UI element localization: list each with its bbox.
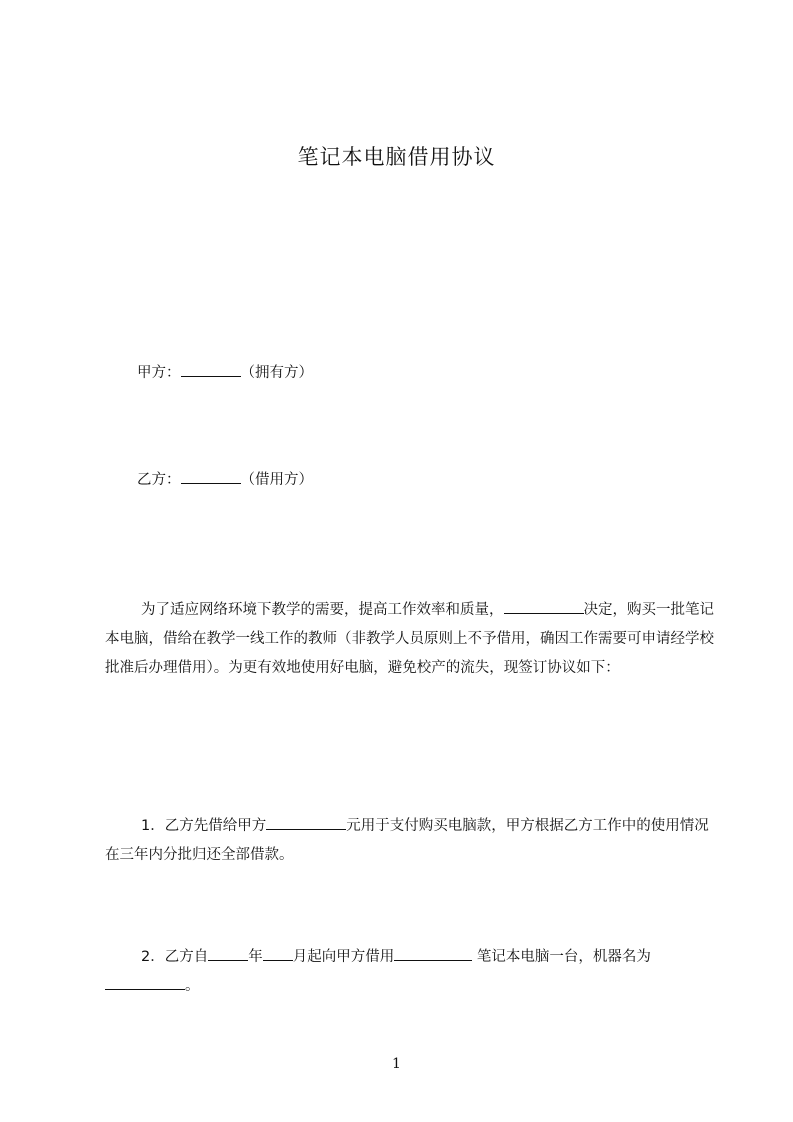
party-a-line: [137, 362, 313, 383]
clause-2-month: 月起向甲方借用: [292, 949, 395, 965]
clause-2-text-2: 笔记本电脑一台，机器名为: [472, 949, 651, 965]
party-b-line: [137, 469, 313, 490]
intro-blank: [504, 599, 584, 614]
party-b-label: 乙方：: [137, 472, 181, 488]
clause-2-name-blank: [105, 975, 185, 990]
clause-2-month-blank: [263, 946, 293, 961]
intro-paragraph: [105, 596, 715, 683]
clause-1-text-2: 元用于支付购买电脑款，甲方根据乙方工作中的使用情况在三年内分批归还全部借款。: [105, 818, 709, 863]
clause-2-brand-blank: [394, 946, 472, 961]
clause-1-amount-blank: [266, 815, 346, 830]
party-a-label: 甲方：: [137, 365, 181, 381]
party-b-blank: [181, 469, 241, 484]
clause-1-text-1: 1．乙方先借给甲方: [141, 818, 267, 834]
page-number: 1: [392, 1056, 401, 1072]
intro-text-2: 决定，购买一批笔记本电脑，借给在教学一线工作的教师（非教学人员原则上不予借用，确因工作需要可申请经学校批准后办理借用）。为更有效地使用好电脑，避免校产的流失，现签订协议如下：: [105, 602, 714, 676]
intro-text-1: 为了适应网络环境下教学的需要，提高工作效率和质量，: [141, 602, 504, 618]
party-a-blank: [181, 362, 241, 377]
clause-1: [105, 812, 715, 870]
clause-2-end: 。: [185, 978, 200, 994]
clause-2-year: 年: [248, 949, 263, 965]
clause-2: [105, 943, 715, 1001]
document-title: 笔记本电脑借用协议: [297, 145, 496, 169]
party-b-role: （借用方）: [240, 472, 313, 488]
party-a-role: （拥有方）: [240, 365, 313, 381]
clause-2-text-1: 2．乙方自: [141, 949, 209, 965]
clause-2-year-blank: [208, 946, 248, 961]
